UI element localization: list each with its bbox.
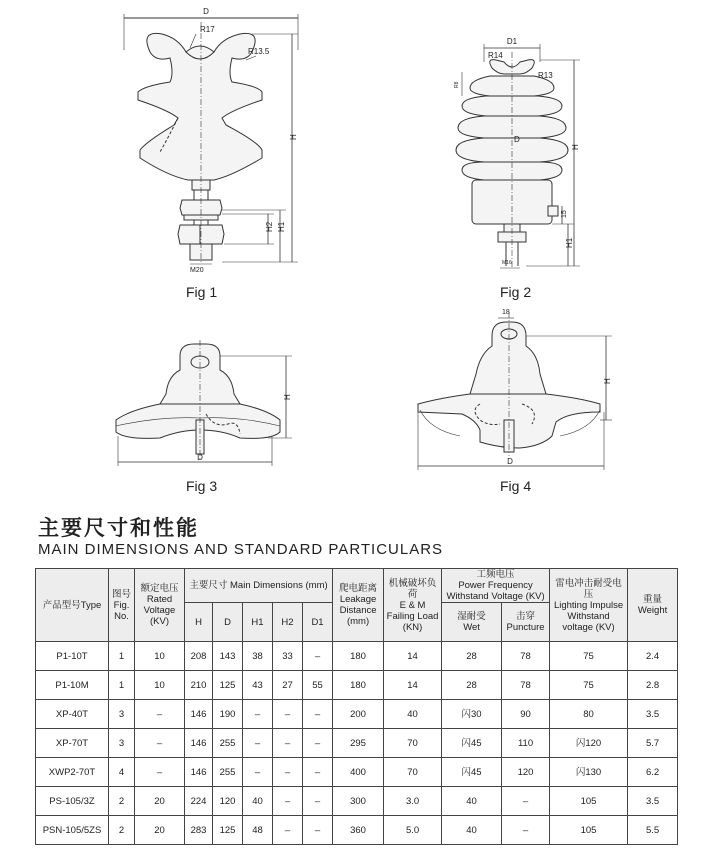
fig4-drawing [418, 312, 612, 470]
cell-voltage: – [135, 700, 185, 729]
cell-d: 255 [213, 758, 243, 787]
cell-h2: 27 [273, 671, 303, 700]
header-voltage-en: Rated Voltage (KV) [143, 594, 176, 627]
header-wet-cn: 湿耐受 [457, 611, 486, 622]
header-lighting-impulse [550, 569, 628, 642]
cell-type: XP-70T [36, 729, 109, 758]
header-h2: H2 [273, 603, 303, 642]
header-failing-load [384, 569, 442, 642]
cell-type: P1-10M [36, 671, 109, 700]
cell-voltage: – [135, 758, 185, 787]
cell-load: 14 [384, 671, 442, 700]
cell-d1: – [303, 700, 333, 729]
header-lighting-impulse-cn: 雷电冲击耐受电压 [555, 577, 622, 600]
cell-h1: – [243, 700, 273, 729]
cell-lighting: 80 [550, 700, 628, 729]
cell-h1: 40 [243, 787, 273, 816]
fig2-label-r13: R13 [538, 71, 553, 80]
fig1-label-d: D [203, 7, 209, 16]
cell-puncture: 110 [502, 729, 550, 758]
cell-d: 125 [213, 816, 243, 845]
cell-puncture: 78 [502, 671, 550, 700]
fig2-drawing [456, 44, 580, 268]
cell-fig: 4 [109, 758, 135, 787]
header-voltage-cn: 额定电压 [140, 583, 179, 594]
cell-wet: 28 [442, 642, 502, 671]
fig4-caption: Fig 4 [500, 478, 532, 494]
header-fig [109, 569, 135, 642]
fig3-caption: Fig 3 [186, 478, 218, 494]
cell-leakage: 295 [333, 729, 384, 758]
cell-d1: – [303, 642, 333, 671]
specifications-table [35, 568, 678, 845]
cell-d1: – [303, 787, 333, 816]
fig2-label-15: 15 [561, 210, 568, 218]
cell-h: 208 [185, 642, 213, 671]
cell-fig: 3 [109, 700, 135, 729]
header-puncture-en: Puncture [506, 622, 545, 633]
header-power-frequency [442, 569, 550, 603]
cell-h2: – [273, 729, 303, 758]
cell-weight: 5.5 [628, 816, 678, 845]
cell-type: XWP2-70T [36, 758, 109, 787]
fig1-label-h1: H1 [277, 221, 286, 232]
cell-h1: 48 [243, 816, 273, 845]
cell-fig: 1 [109, 642, 135, 671]
cell-h2: – [273, 816, 303, 845]
fig3-drawing [116, 340, 292, 466]
cell-h: 146 [185, 729, 213, 758]
header-voltage [135, 569, 185, 642]
cell-h: 146 [185, 700, 213, 729]
header-wet-en: Wet [463, 622, 480, 633]
fig2-label-r14: R14 [488, 51, 503, 60]
header-weight-cn: 重量 [643, 594, 663, 605]
cell-fig: 2 [109, 787, 135, 816]
cell-wet: 40 [442, 816, 502, 845]
cell-voltage: 10 [135, 642, 185, 671]
cell-h1: 38 [243, 642, 273, 671]
cell-h1: – [243, 729, 273, 758]
specifications-table-wrap [35, 568, 677, 845]
header-leakage [333, 569, 384, 642]
cell-fig: 3 [109, 729, 135, 758]
cell-puncture: – [502, 787, 550, 816]
cell-load: 14 [384, 642, 442, 671]
heading-english: MAIN DIMENSIONS AND STANDARD PARTICULARS [38, 541, 444, 558]
cell-weight: 6.2 [628, 758, 678, 787]
header-failing-load-cn: 机械破坏负荷 [388, 577, 437, 600]
header-h: H [185, 603, 213, 642]
cell-leakage: 200 [333, 700, 384, 729]
cell-puncture: 78 [502, 642, 550, 671]
cell-d1: – [303, 816, 333, 845]
cell-lighting: 闪120 [550, 729, 628, 758]
cell-puncture: – [502, 816, 550, 845]
fig2-label-h1: H1 [565, 237, 574, 248]
cell-wet: 闪30 [442, 700, 502, 729]
cell-type: PS-105/3Z [36, 787, 109, 816]
cell-h1: 43 [243, 671, 273, 700]
cell-h: 224 [185, 787, 213, 816]
header-weight [628, 569, 678, 642]
cell-h2: – [273, 758, 303, 787]
cell-leakage: 180 [333, 642, 384, 671]
cell-h1: – [243, 758, 273, 787]
fig4-label-h: H [603, 378, 612, 384]
cell-type: P1-10T [36, 642, 109, 671]
cell-wet: 闪45 [442, 758, 502, 787]
header-main-dimensions: 主要尺寸 Main Dimensions (mm) [185, 569, 333, 603]
fig2-label-m16: M16 [502, 260, 512, 266]
fig1-label-r17: R17 [200, 25, 215, 34]
fig1-caption: Fig 1 [186, 284, 218, 300]
fig1-label-h2: H2 [265, 221, 274, 232]
cell-voltage: 10 [135, 671, 185, 700]
cell-d: 125 [213, 671, 243, 700]
cell-fig: 1 [109, 671, 135, 700]
cell-weight: 3.5 [628, 700, 678, 729]
cell-voltage: 20 [135, 787, 185, 816]
cell-weight: 2.4 [628, 642, 678, 671]
cell-load: 40 [384, 700, 442, 729]
cell-d1: 55 [303, 671, 333, 700]
cell-h2: 33 [273, 642, 303, 671]
cell-d1: – [303, 729, 333, 758]
table-row [36, 700, 678, 729]
cell-weight: 3.5 [628, 787, 678, 816]
cell-leakage: 360 [333, 816, 384, 845]
fig1-label-m20: M20 [190, 267, 204, 274]
header-fig-en: Fig. No. [113, 599, 130, 622]
cell-fig: 2 [109, 816, 135, 845]
table-row [36, 642, 678, 671]
header-h1: H1 [243, 603, 273, 642]
cell-load: 70 [384, 758, 442, 787]
fig4-label-top: 18 [502, 309, 510, 316]
cell-d: 190 [213, 700, 243, 729]
cell-lighting: 105 [550, 816, 628, 845]
fig4-label-d: D [507, 457, 513, 466]
header-failing-load-en: E & M Failing Load (KN) [386, 599, 439, 633]
header-weight-en: Weight [637, 605, 668, 616]
cell-puncture: 120 [502, 758, 550, 787]
header-d: D [213, 603, 243, 642]
cell-type: PSN-105/5ZS [36, 816, 109, 845]
cell-d: 120 [213, 787, 243, 816]
header-wet [442, 603, 502, 642]
fig2-label-d: D [514, 135, 520, 144]
cell-d1: – [303, 758, 333, 787]
cell-lighting: 75 [550, 642, 628, 671]
header-lighting-impulse-en: Lighting Impulse Withstand voltage (KV) [553, 599, 624, 633]
header-leakage-cn: 爬电距离 [339, 583, 378, 594]
cell-wet: 28 [442, 671, 502, 700]
fig2-label-h: H [571, 144, 580, 150]
cell-h: 146 [185, 758, 213, 787]
cell-voltage: – [135, 729, 185, 758]
cell-d: 143 [213, 642, 243, 671]
cell-lighting: 75 [550, 671, 628, 700]
table-row [36, 787, 678, 816]
cell-load: 5.0 [384, 816, 442, 845]
cell-h2: – [273, 787, 303, 816]
cell-leakage: 180 [333, 671, 384, 700]
cell-lighting: 闪130 [550, 758, 628, 787]
cell-wet: 40 [442, 787, 502, 816]
header-power-frequency-en: Power Frequency Withstand Voltage (KV) [446, 580, 545, 602]
cell-lighting: 105 [550, 787, 628, 816]
cell-type: XP-40T [36, 700, 109, 729]
cell-d: 255 [213, 729, 243, 758]
cell-weight: 2.8 [628, 671, 678, 700]
header-d1: D1 [303, 603, 333, 642]
fig3-label-d: D [197, 453, 203, 462]
cell-voltage: 20 [135, 816, 185, 845]
header-power-frequency-cn: 工频电压 [476, 569, 515, 580]
table-row [36, 671, 678, 700]
fig2-label-side: R8 [454, 81, 460, 88]
header-fig-cn: 图号 [111, 588, 131, 600]
heading-chinese: 主要尺寸和性能 [38, 517, 199, 540]
cell-wet: 闪45 [442, 729, 502, 758]
table-row [36, 816, 678, 845]
fig3-label-h: H [283, 394, 292, 400]
table-row [36, 758, 678, 787]
cell-weight: 5.7 [628, 729, 678, 758]
header-type: 产品型号Type [36, 569, 109, 642]
cell-puncture: 90 [502, 700, 550, 729]
fig1-label-h: H [289, 134, 298, 140]
cell-leakage: 400 [333, 758, 384, 787]
header-puncture [502, 603, 550, 642]
cell-load: 70 [384, 729, 442, 758]
cell-leakage: 300 [333, 787, 384, 816]
header-leakage-en: Leakage Distance (mm) [339, 594, 377, 627]
fig2-label-d1: D1 [506, 37, 518, 46]
cell-load: 3.0 [384, 787, 442, 816]
table-row [36, 729, 678, 758]
cell-h2: – [273, 700, 303, 729]
header-puncture-cn: 击穿 [516, 611, 536, 622]
fig1-label-r135: R13.5 [248, 47, 270, 56]
cell-h: 210 [185, 671, 213, 700]
fig2-caption: Fig 2 [500, 284, 532, 300]
cell-h: 283 [185, 816, 213, 845]
